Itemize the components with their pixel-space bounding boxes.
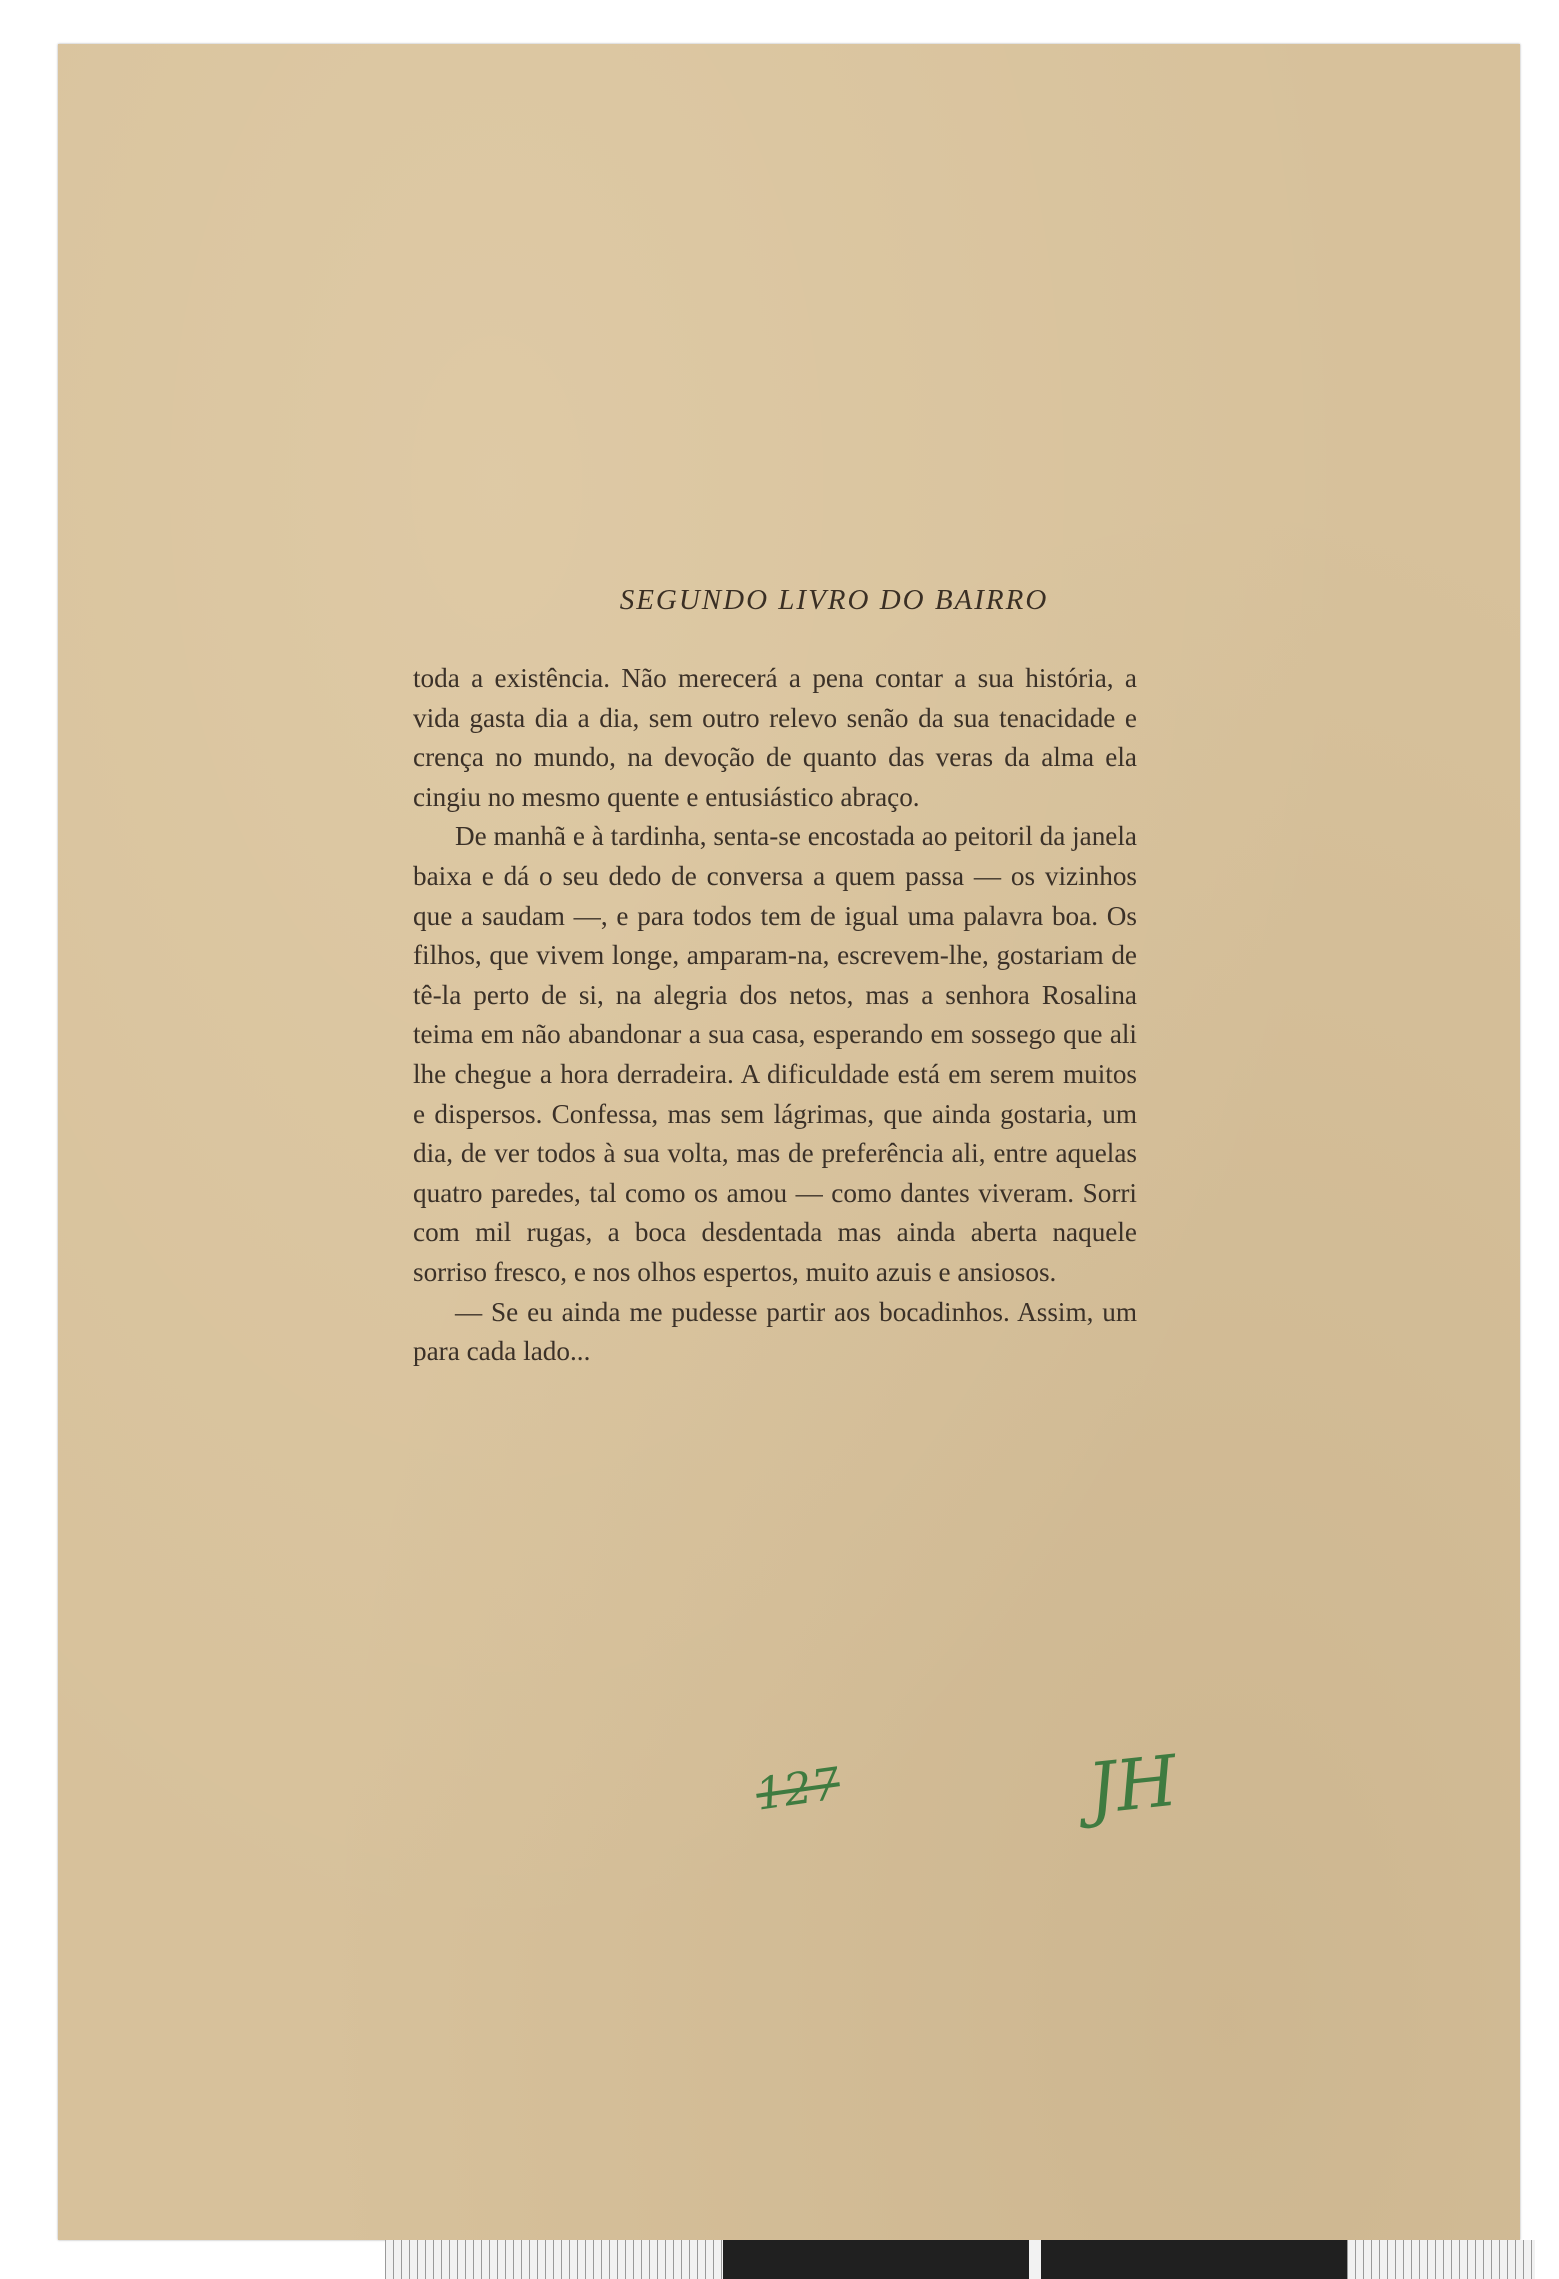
handwritten-initials: JH bbox=[1083, 1739, 1182, 1831]
scale-black-patch-2 bbox=[1041, 2240, 1347, 2279]
body-text bbox=[413, 659, 1137, 1372]
document-page bbox=[58, 44, 1520, 2240]
paragraph-dialogue: — Se eu ainda me pudesse partir aos bocadinhos. Assim, um para cada lado... bbox=[413, 1296, 1137, 1367]
handwritten-page-number: 127 bbox=[752, 1758, 844, 1821]
scale-gap bbox=[1029, 2240, 1041, 2279]
paragraph-rosalina: De manhã e à tardinha, senta-se encostada ao peitoril da janela baixa e dá o seu dedo de conversa a quem passa — os vizinhos que a saudam —, e para todos tem de igual uma palavra boa. Os filhos, que vivem longe, amparam-na, escrevem-lhe, gostariam de tê-la perto de si, na alegria dos netos, mas a senhora Rosalina teima em não abandonar a sua casa, esperando em sossego que ali lhe chegue a hora derradeira. A dificuldade está em serem muitos e dispersos. Confessa, mas sem lágrimas, que ainda gostaria, um dia, de ver todos à sua volta, mas de preferência ali, entre aquelas quatro paredes, tal como os amou — como dantes viveram. Sorri com mil rugas, a boca desdentada mas ainda aberta naquele sorriso fresco, e nos olhos espertos, muito azuis e ansiosos. bbox=[413, 821, 1137, 1287]
paragraph-continuation: toda a existência. Não merecerá a pena contar a sua história, a vida gasta dia a dia, sem outro relevo senão da sua tenacidade e crença no mundo, na devoção de quanto das veras da alma ela cingiu no mesmo quente e entusiástico abraço. bbox=[413, 663, 1137, 812]
scale-black-patch-1 bbox=[723, 2240, 1029, 2279]
running-header: SEGUNDO LIVRO DO BAIRRO bbox=[619, 584, 1049, 616]
scale-ruler-right bbox=[1347, 2240, 1535, 2279]
scale-ruler-left bbox=[385, 2240, 723, 2279]
color-scale-bar bbox=[385, 2240, 1535, 2279]
